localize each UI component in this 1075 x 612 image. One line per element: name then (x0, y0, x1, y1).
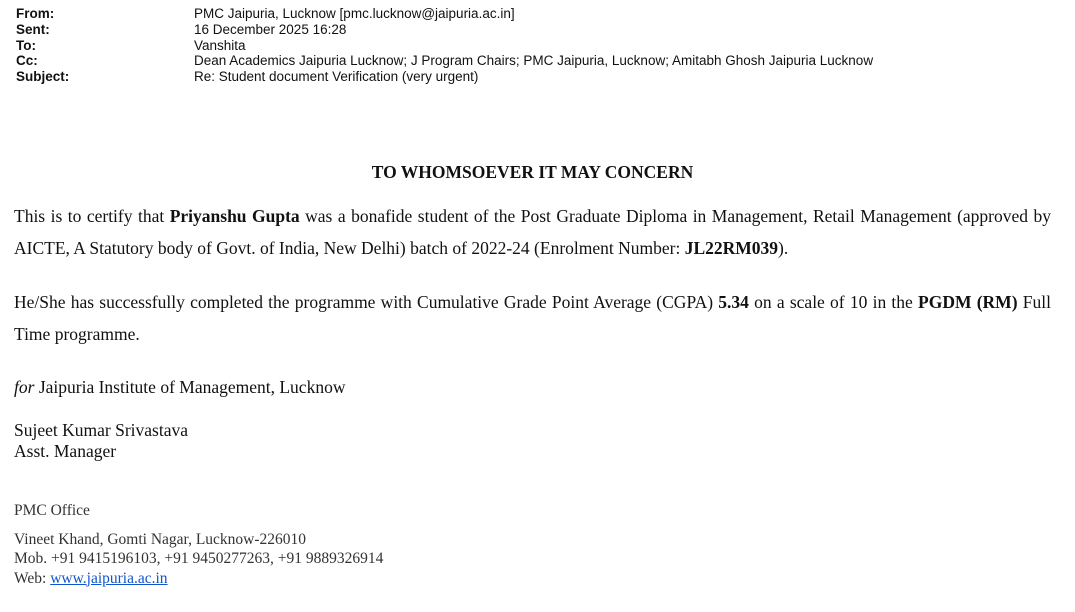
certification-paragraph (14, 200, 1051, 264)
to-row (16, 38, 873, 54)
subject-label: Subject: (16, 69, 70, 85)
cc-value: Dean Academics Jaipuria Lucknow; J Program Chairs; PMC Jaipuria, Lucknow; Amitabh Ghosh Jaipuria Lucknow (194, 53, 874, 69)
sent-value: 16 December 2025 16:28 (194, 21, 347, 37)
para1-end: ). (778, 238, 789, 258)
signatory-name: Sujeet Kumar Srivastava (14, 420, 188, 440)
para1-intro: This is to certify that (14, 206, 170, 226)
to-label: To: (16, 37, 36, 53)
student-name: Priyanshu Gupta (169, 206, 300, 226)
email-header (16, 6, 873, 85)
cc-row (16, 53, 873, 69)
sent-label: Sent: (16, 21, 50, 37)
web-label: Web: (14, 569, 51, 587)
cc-label: Cc: (16, 53, 38, 69)
para1-middle: was a bonafide student of the Post Graduate Diploma in Management, Retail Management (approved by AICTE, A Statutory body of Govt. of India, New Delhi) batch of 2022-24 (Enrolment Number: (14, 206, 1052, 258)
certificate-title: TO WHOMSOEVER IT MAY CONCERN (371, 162, 694, 182)
programme-name: PGDM (RM) (918, 292, 1018, 312)
office-mobile: Mob. +91 9415196103, +91 9450277263, +91 9889326914 (14, 550, 384, 567)
signatory-title: Asst. Manager (14, 441, 117, 461)
to-value: Vanshita (194, 37, 246, 53)
para2-middle: on a scale of 10 in the (748, 292, 919, 312)
for-word: for (14, 377, 35, 397)
certificate-body (14, 160, 1052, 587)
website-link[interactable]: www.jaipuria.ac.in (50, 569, 168, 587)
para2-end: Full Time programme. (14, 292, 1051, 344)
enrolment-number: JL22RM039 (684, 238, 779, 258)
subject-value: Re: Student document Verification (very urgent) (194, 69, 479, 85)
from-row (16, 6, 873, 22)
para2-intro: He/She has successfully completed the programme with Cumulative Grade Point Average (CGPA) (14, 292, 719, 312)
signature-block (14, 420, 188, 462)
office-footer (14, 501, 383, 588)
cgpa-value: 5.34 (718, 292, 749, 312)
completion-paragraph (14, 286, 1051, 350)
from-label: From: (16, 6, 55, 21)
subject-row (16, 69, 873, 85)
sent-row (16, 22, 873, 38)
office-address: Vineet Khand, Gomti Nagar, Lucknow-226010 (14, 530, 307, 548)
from-value: PMC Jaipuria, Lucknow [pmc.lucknow@jaipuria.ac.in] (194, 6, 515, 21)
institute-line (14, 374, 345, 400)
office-name: PMC Office (14, 502, 90, 519)
institute-name: Jaipuria Institute of Management, Lucknow (34, 377, 346, 397)
office-web (14, 569, 383, 589)
